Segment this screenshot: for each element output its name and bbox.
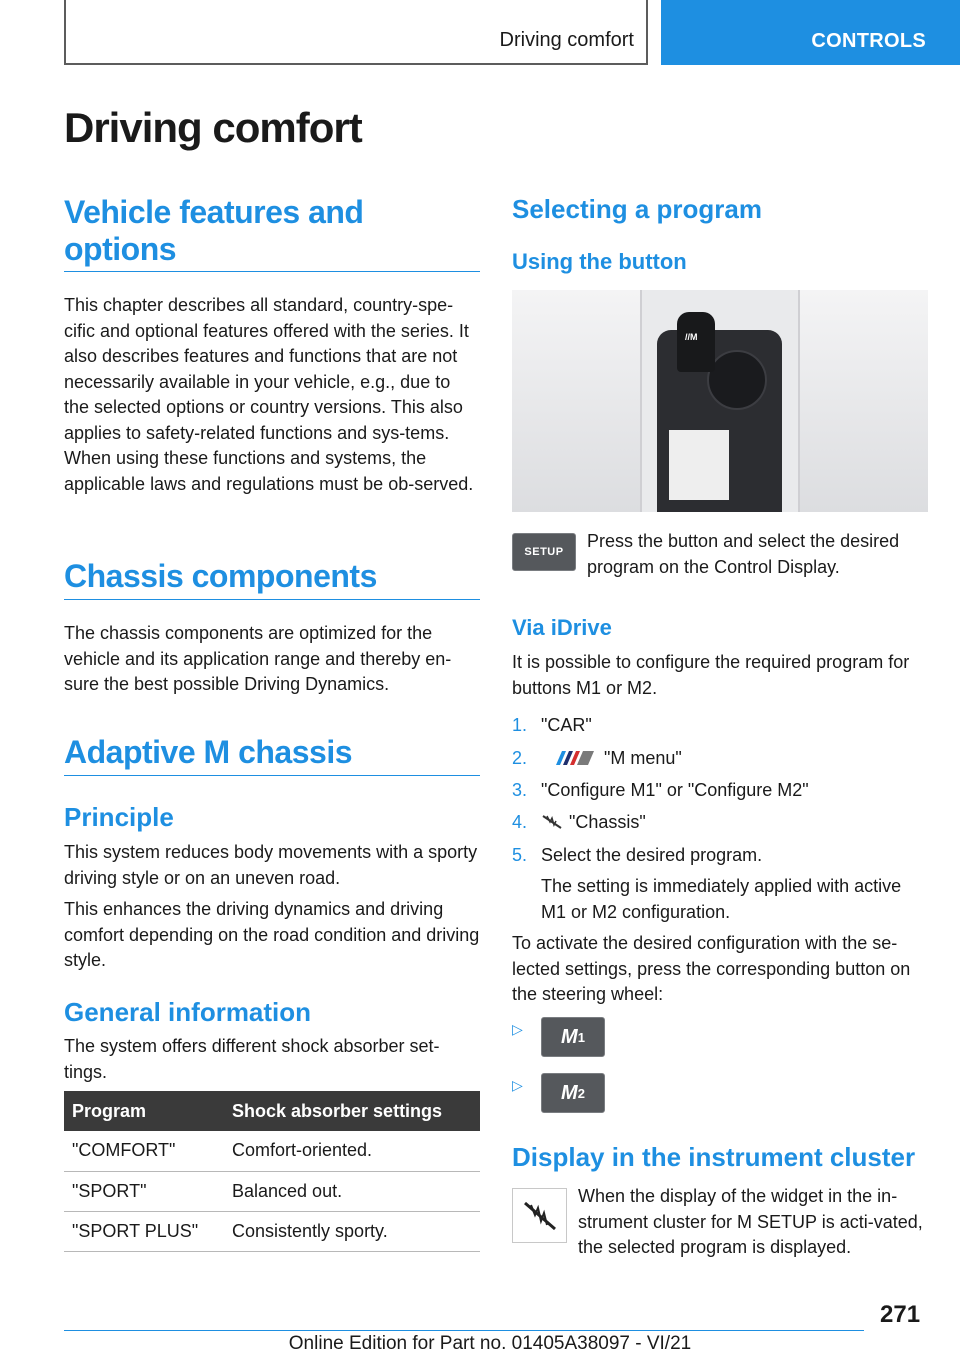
console-panel-graphic	[669, 430, 729, 500]
step-text: Select the desired program.	[541, 845, 763, 865]
step-number: 3.	[512, 780, 528, 800]
chassis-step	[541, 810, 646, 835]
step-number: 5.	[512, 845, 528, 865]
table-cell: "SPORT PLUS"	[64, 1211, 224, 1251]
header-section-box	[64, 0, 648, 65]
adaptive-rule	[64, 775, 480, 776]
table-header-row	[64, 1091, 480, 1131]
step-number: 1.	[512, 715, 528, 735]
idrive-text: It is possible to configure the required program for buttons M1 or M2.	[512, 652, 910, 698]
table-cell: "COMFORT"	[64, 1131, 224, 1171]
m1-button-icon	[541, 1017, 605, 1057]
cluster-heading: Display in the instrument cluster	[512, 1142, 916, 1172]
page-number: 271	[880, 1301, 921, 1328]
chassis-display-icon	[512, 1188, 567, 1243]
table-cell: Consistently sporty.	[224, 1211, 480, 1251]
setup-button-icon	[512, 533, 576, 571]
features-text: This chapter describes all standard, country-spe-cific and optional features offered with the series. It also describes features and functions that are not necessarily available in your vehicle, e.g., due to the selected options or country versions. This also applies to safety-related functions and sys-tems. When using these functions and systems, the applicable laws and regulations must be ob-served.	[64, 295, 474, 494]
table-row	[64, 1171, 480, 1211]
table-cell: Comfort-oriented.	[224, 1131, 480, 1171]
header-chapter-tab	[661, 0, 960, 65]
header-chapter-label: CONTROLS	[811, 30, 926, 52]
principle-text-2: This enhances the driving dynamics and driving comfort depending on the road condition and driving style.	[64, 899, 480, 970]
bullet-marker: ▷	[512, 1021, 523, 1037]
selecting-heading: Selecting a program	[512, 194, 762, 224]
bullet-marker: ▷	[512, 1077, 523, 1093]
idrive-controller-graphic	[707, 350, 767, 410]
console-graphic	[657, 330, 782, 512]
cluster-text: When the display of the widget in the in-strument cluster for M SETUP is acti-vated, the selected program is displayed.	[578, 1186, 923, 1257]
m1-letter: M	[561, 1025, 578, 1048]
m2-button-icon	[541, 1073, 605, 1113]
shock-absorber-icon	[541, 814, 563, 830]
step-5-note: The setting is immediately applied with active M1 or M2 configuration.	[541, 876, 902, 922]
step-text: "Chassis"	[569, 812, 646, 832]
table-row	[64, 1211, 480, 1251]
shock-absorber-table	[64, 1091, 480, 1252]
table-cell: Balanced out.	[224, 1171, 480, 1211]
m2-number: 2	[577, 1085, 585, 1101]
m2-letter: M	[561, 1081, 578, 1104]
chassis-heading: Chassis components	[64, 558, 377, 594]
table-row	[64, 1131, 480, 1171]
step-text: "M menu"	[604, 748, 682, 768]
setup-text: Press the button and select the desired program on the Control Display.	[587, 531, 900, 577]
m1-number: 1	[577, 1029, 585, 1045]
header-section-title: Driving comfort	[499, 29, 634, 51]
principle-heading: Principle	[64, 802, 174, 832]
step-number: 2.	[512, 748, 528, 768]
general-heading: General information	[64, 997, 312, 1027]
setup-icon-label: SETUP	[524, 546, 564, 558]
gear-lever-graphic	[677, 312, 715, 372]
idrive-heading: Via iDrive	[512, 615, 612, 640]
shock-absorber-display-icon	[521, 1197, 559, 1235]
center-console-photo	[512, 290, 928, 512]
table-header-cell: Shock absorber settings	[224, 1091, 480, 1131]
m-menu-step	[550, 746, 682, 771]
left-seat-graphic	[512, 290, 642, 512]
features-heading: Vehicle features and options	[64, 194, 364, 267]
using-button-heading: Using the button	[512, 249, 687, 274]
footer-edition: Online Edition for Part no. 01405A38097 - VI/21	[288, 1333, 692, 1354]
m-stripes-icon	[550, 749, 594, 767]
table-cell: "SPORT"	[64, 1171, 224, 1211]
footer-rule	[64, 1330, 864, 1331]
step-number: 4.	[512, 812, 528, 832]
adaptive-heading: Adaptive M chassis	[64, 734, 352, 770]
principle-text-1: This system reduces body movements with a sporty driving style or on an uneven road.	[64, 842, 478, 888]
step-text: "Configure M1" or "Configure M2"	[541, 780, 809, 800]
general-text: The system offers different shock absorber set-tings.	[64, 1036, 440, 1082]
gear-lever-logo: //M	[685, 332, 698, 342]
table-header-cell: Program	[64, 1091, 224, 1131]
chassis-rule	[64, 599, 480, 600]
right-seat-graphic	[798, 290, 928, 512]
chassis-text: The chassis components are optimized for the vehicle and its application range and thereby en-sure the best possible Driving Dynamics.	[64, 623, 452, 694]
step-text: "CAR"	[541, 715, 592, 735]
page-title: Driving comfort	[64, 104, 362, 151]
activate-text: To activate the desired configuration with the se-lected settings, press the corresponding button on the steering wheel:	[512, 933, 911, 1004]
features-rule	[64, 271, 480, 272]
